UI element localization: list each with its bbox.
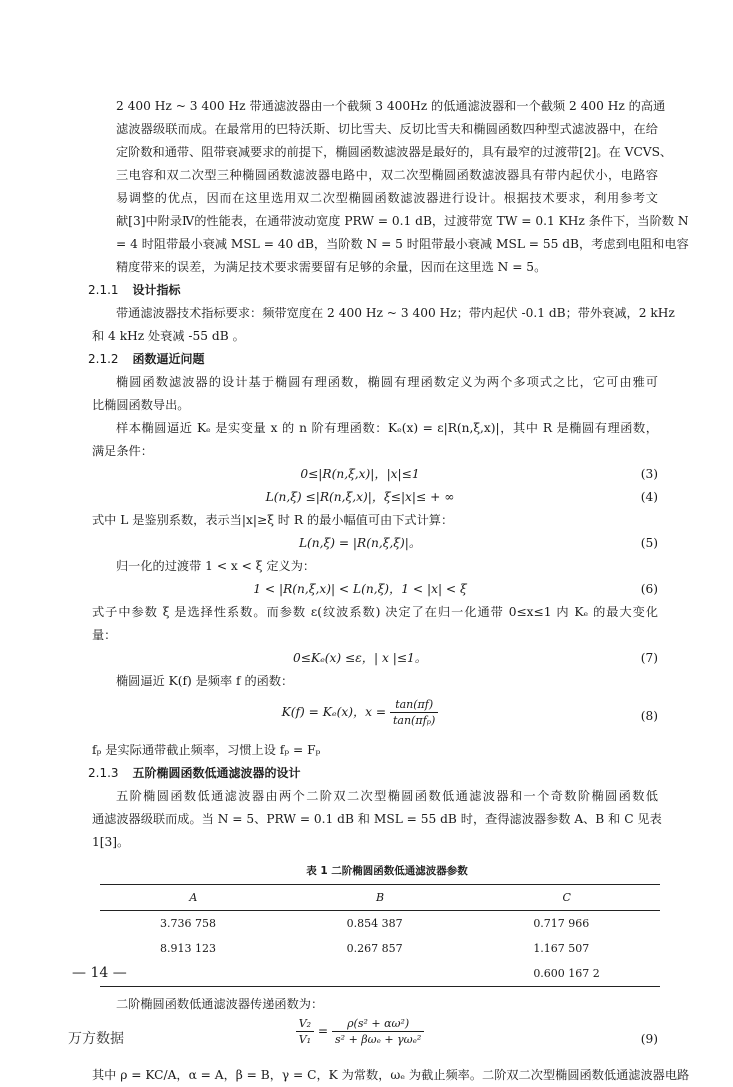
fraction-denominator: V₁ (298, 1033, 312, 1046)
table-row (100, 936, 660, 961)
parameter-table (100, 884, 660, 987)
section-heading-2-1-2 (88, 348, 658, 371)
text-line: 量： (92, 628, 117, 642)
section-heading-2-1-3 (88, 762, 658, 785)
text-line: 二阶椭圆函数低通滤波器传递函数为： (116, 997, 324, 1011)
equation-body: 0≤|R(n,ξ,x)|，|x|≤1 (300, 467, 420, 481)
spec-paragraph (92, 302, 675, 348)
equation-number: (9) (640, 1032, 658, 1046)
fraction-numerator: V₂ (296, 1016, 314, 1032)
text-line: 椭圆逼近 K(f) 是频率 f 的函数： (116, 674, 294, 688)
text-line: 精度带来的误差，为满足技术要求需要留有足够的余量，因而在这里选 N = 5。 (116, 260, 547, 274)
equation-3 (92, 463, 658, 486)
text-line: 易调整的优点，因而在这里选用双二次型椭圆函数滤波器进行设计。根据技术要求，利用参考文 (116, 191, 658, 205)
table-cell: 0.854 387 (346, 917, 403, 930)
section-number: 2.1.2 (88, 352, 119, 366)
watermark-text: 万方数据 (68, 1031, 124, 1047)
text-line: 三电容和双二次型三种椭圆函数滤波器电路中，双二次型椭圆函数滤波器具有带内起伏小，电路容 (116, 168, 658, 182)
text-line: 归一化的过渡带 1 < x < ξ 定义为： (116, 559, 316, 573)
equation-number: (7) (640, 651, 658, 665)
table-cell: 8.913 123 (160, 942, 216, 955)
section-number: 2.1.1 (88, 283, 119, 297)
fraction-denominator: tan(πfₚ) (392, 714, 436, 727)
text-line: 通滤波器级联而成。当 N = 5、PRW = 0.1 dB 和 MSL = 55 dB 时，查得滤波器参数 A、B 和 C 见表 (92, 812, 662, 826)
section-title: 设计指标 (132, 283, 181, 297)
column-header: C (473, 885, 660, 911)
text-line: 和 4 kHz 处衰减 -55 dB 。 (92, 329, 245, 343)
equation-number: (6) (640, 582, 658, 596)
column-header: A (100, 885, 287, 911)
paragraph (92, 417, 658, 463)
table-cell: 0.600 167 2 (473, 961, 660, 987)
fraction-denominator: s² + βωₑ + γωₑ² (335, 1033, 422, 1046)
text-line: 2 400 Hz ~ 3 400 Hz 带通滤波器由一个截频 3 400Hz 的低通滤波器和一个截频 2 400 Hz 的高通 (116, 99, 666, 113)
equation-6 (92, 578, 658, 601)
equals-sign: = (317, 1024, 329, 1038)
text-line: 其中 ρ = KC/A，α = A，β = B，γ = C，K 为常数，ωₑ 为截止频率。二阶双二次型椭圆函数低通滤波器电路 (92, 1068, 690, 1082)
fraction (390, 697, 438, 728)
equation-body: L(n,ξ) = |R(n,ξ,ξ)|。 (298, 536, 422, 550)
text-line: 献[3]中附录Ⅳ的性能表，在通带波动宽度 PRW = 0.1 dB，过渡带宽 TW = 0.1 KHz 条件下，当阶数 N (116, 214, 689, 228)
text-line: 式中 L 是鉴别系数，表示当|x|≥ξ 时 R 的最小幅值可由下式计算： (92, 513, 454, 527)
text-line: 样本椭圆逼近 Kₑ 是实变量 x 的 n 阶有理函数：Kₑ(x) = ε|R(n,ξ,x)|，其中 R 是椭圆有理函数， (116, 421, 658, 435)
equation-body (92, 697, 628, 728)
table-cell: 3.736 758 (160, 917, 216, 930)
equation-body: 0≤Kₑ(x) ≤ε，| x |≤1。 (293, 651, 427, 665)
column-header: B (287, 885, 474, 911)
section-title: 函数逼近问题 (132, 352, 205, 366)
equation-number: (3) (640, 467, 658, 481)
text-line: 比椭圆函数导出。 (92, 398, 190, 412)
text-line: 椭圆函数滤波器的设计基于椭圆有理函数，椭圆有理函数定义为两个多项式之比，它可由雅可 (116, 375, 658, 389)
table-cell (287, 961, 474, 987)
text-line: 五阶椭圆函数低通滤波器由两个二阶双二次型椭圆函数低通滤波器和一个奇数阶椭圆函数低 (116, 789, 658, 803)
text-line: 定阶数和通带、阻带衰减要求的前提下，椭圆函数滤波器是最好的，具有最窄的过渡带[2]。在 VCVS、 (116, 145, 673, 159)
text-line: 1[3]。 (92, 835, 130, 849)
table-cell: 0.717 966 (533, 917, 590, 930)
table-header-row (100, 885, 660, 911)
section-number: 2.1.3 (88, 766, 119, 780)
table-row (100, 961, 660, 987)
equation-body: 1 < |R(n,ξ,x)| < L(n,ξ)，1 < |x| < ξ (253, 582, 467, 596)
equation-8 (92, 693, 658, 739)
fraction (296, 1016, 314, 1047)
text-line: 带通滤波器技术指标要求：频带宽度在 2 400 Hz ~ 3 400 Hz；带内起伏 -0.1 dB；带外衰减，2 kHz (116, 306, 675, 320)
equation-9 (92, 1016, 658, 1062)
text-line: = 4 时阻带最小衰减 MSL = 40 dB，当阶数 N = 5 时阻带最小衰减 MSL = 55 dB，考虑到电阻和电容 (116, 237, 689, 251)
equation-number: (4) (640, 490, 658, 504)
equation-body: L(n,ξ) ≤|R(n,ξ,x)|，ξ≤|x|≤ + ∞ (265, 490, 455, 504)
text-line: 满足条件： (92, 444, 153, 458)
table-row (100, 911, 660, 937)
table-cell (100, 961, 287, 987)
equation-body (92, 1016, 628, 1047)
paragraph (92, 371, 658, 417)
equation-5 (92, 532, 658, 555)
table-cell: 1.167 507 (533, 942, 590, 955)
equation-7 (92, 647, 658, 670)
section-title: 五阶椭圆函数低通滤波器的设计 (132, 766, 301, 780)
text-line: fₚ 是实际通带截止频率，习惯上设 fₚ = Fₚ (92, 743, 321, 757)
text-line: 式子中参数 ξ 是选择性系数。而参数 ε(纹波系数) 决定了在归一化通带 0≤x≤1 内 Kₑ 的最大变化 (92, 605, 658, 619)
equation-4 (92, 486, 658, 509)
paragraph (92, 785, 662, 854)
intro-paragraph (116, 95, 689, 279)
page-number: — 14 — (72, 965, 127, 981)
equation-number: (8) (640, 709, 658, 723)
table-caption: 表 1 二阶椭圆函数低通滤波器参数 (306, 865, 468, 877)
text-line: 滤波器级联而成。在最常用的巴特沃斯、切比雪夫、反切比雪夫和椭圆函数四种型式滤波器中，在给 (116, 122, 658, 136)
table-cell: 0.267 857 (346, 942, 403, 955)
fraction (332, 1016, 424, 1047)
equation-lhs: K(f) = Kₑ(x)，x = (281, 705, 387, 719)
paragraph (92, 601, 658, 647)
fraction-numerator: tan(πf) (390, 697, 438, 713)
fraction-numerator: ρ(s² + αω²) (332, 1016, 424, 1032)
section-heading-2-1-1 (88, 279, 658, 302)
equation-number: (5) (640, 536, 658, 550)
